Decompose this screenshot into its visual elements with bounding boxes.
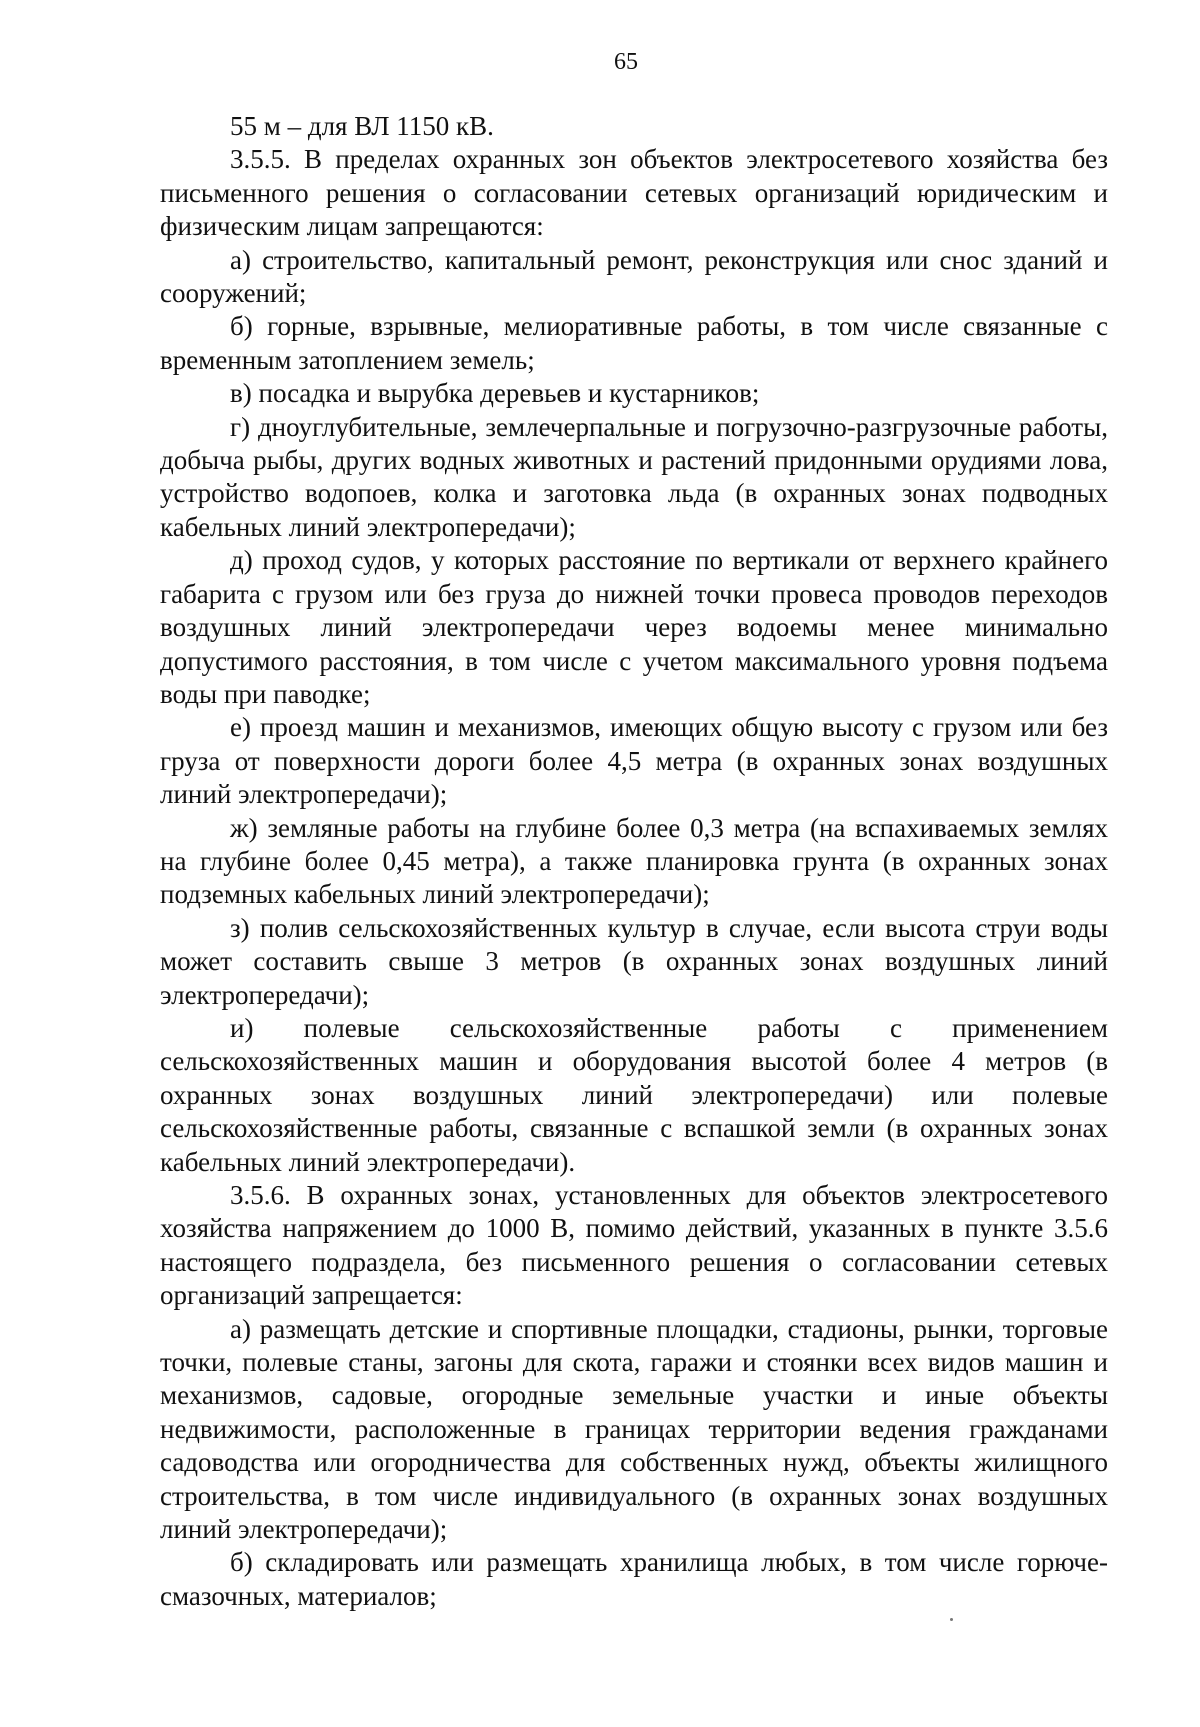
list-item-d: д) проход судов, у которых расстояние по вертикали от верхнего крайнего габарита с грузом или без груза до нижней точки провеса проводов переходов воздушных линий электропередачи через водоемы менее минимально допустимого расстояния, в том числе с учетом максимального уровня подъема воды при паводке; [160, 545, 1108, 709]
paragraph-vl-1150: 55 м – для ВЛ 1150 кВ. [230, 111, 494, 141]
document-body [160, 110, 1108, 1613]
paragraph-3-5-6: 3.5.6. В охранных зонах, установленных для объектов электросетевого хозяйства напряжением до 1000 В, помимо действий, указанных в пункте 3.5.6 настоящего подраздела, без письменного решения о согласовании сетевых организаций запрещается: [160, 1180, 1108, 1311]
list-item-g: г) дноуглубительные, землечерпальные и погрузочно-разгрузочные работы, добыча рыбы, других водных животных и растений придонными орудиями лова, устройство водопоев, колка и заготовка льда (в охранных зонах подводных кабельных линий электропередачи); [160, 411, 1108, 542]
list-item-v: в) посадка и вырубка деревьев и кустарников; [230, 378, 760, 409]
list-item-a-2: а) размещать детские и спортивные площадки, стадионы, рынки, торговые точки, полевые станы, загоны для скота, гаражи и стоянки всех видов машин и механизмов, садовые, огородные земельные участки и иные объекты недвижимости, расположенные в границах территории ведения гражданами садоводства или огородничества для собственных нужд, объекты жилищного строительства, в том числе индивидуального (в охранных зонах воздушных линий электропередачи); [160, 1313, 1108, 1545]
page-number: 65 [614, 49, 638, 75]
list-item-e: е) проезд машин и механизмов, имеющих общую высоту с грузом или без груза от поверхности дороги более 4,5 метра (в охранных зонах воздушных линий электропередачи); [160, 712, 1108, 810]
list-item-b-2: б) складировать или размещать хранилища любых, в том числе горюче-смазочных, материалов; [160, 1547, 1108, 1611]
paragraph-3-5-5: 3.5.5. В пределах охранных зон объектов электросетевого хозяйства без письменного решения о согласовании сетевых организаций юридическим и физическим лицам запрещаются: [160, 144, 1108, 242]
list-item-i: и) полевые сельскохозяйственные работы с применением сельскохозяйственных машин и оборудования высотой более 4 метров (в охранных зонах воздушных линий электропередачи) или полевые сельскохозяйственные работы, связанные с вспашкой земли (в охранных зонах кабельных линий электропередачи). [160, 1012, 1108, 1177]
list-item-a: а) строительство, капитальный ремонт, реконструкция или снос зданий и сооружений; [160, 244, 1108, 309]
list-item-b: б) горные, взрывные, мелиоративные работы, в том числе связанные с временным затоплением земель; [160, 311, 1108, 375]
list-item-z: з) полив сельскохозяйственных культур в случае, если высота струи воды может составить свыше 3 метров (в охранных зонах воздушных линий электропередачи); [160, 912, 1108, 1010]
list-item-zh: ж) земляные работы на глубине более 0,3 метра (на вспахиваемых землях на глубине более 0,45 метра), а также планировка грунта (в охранных зонах подземных кабельных линий электропередачи); [160, 812, 1108, 910]
scan-speck [950, 1618, 953, 1621]
